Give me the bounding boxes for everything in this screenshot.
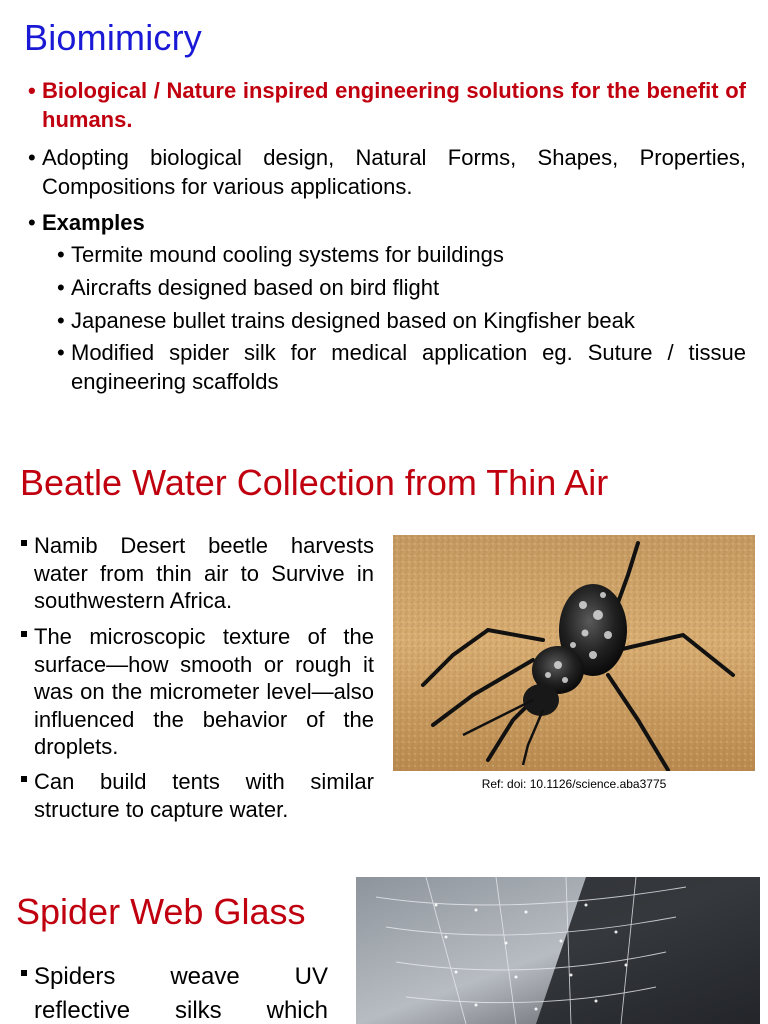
example-text: Aircrafts designed based on bird flight: [71, 275, 440, 300]
spider-web-photo: [356, 877, 760, 1024]
beetle-point-text: Namib Desert beetle harvests water from thin air to Survive in southwestern Africa.: [34, 533, 374, 613]
example-item: [57, 338, 746, 396]
beetle-photo: [393, 535, 755, 771]
bullet-item: [28, 76, 746, 134]
bullet-dot: •: [28, 145, 36, 170]
square-bullet: [18, 768, 34, 796]
spider-web-graphic: [356, 877, 760, 1024]
bullet-text: Adopting biological design, Natural Forms, Shapes, Properties, Compositions for various applications.: [42, 145, 746, 199]
image-reference: Ref: doi: 10.1126/science.aba3775: [481, 777, 667, 791]
beetle-point-text: The microscopic texture of the surface—how smooth or rough it was on the micrometer level—also influenced the behavior of the droplets.: [34, 624, 374, 759]
example-item: [57, 273, 746, 302]
section-title-spider-web-glass: Spider Web Glass: [16, 891, 306, 932]
bullet-dot: •: [57, 308, 65, 333]
bullet-item-examples: [28, 208, 746, 237]
section-title-beetle: Beatle Water Collection from Thin Air: [20, 462, 609, 503]
bullet-item: [28, 143, 746, 201]
beetle-point-text: Can build tents with similar structure to capture water.: [34, 769, 374, 822]
example-item: [57, 240, 746, 269]
spider-point: [18, 960, 328, 1024]
example-text: Termite mound cooling systems for buildings: [71, 242, 504, 267]
beetle-point: [18, 623, 374, 761]
spider-point-text: Spiders weave UV reflective silks which: [34, 963, 328, 1024]
bullet-dot: •: [57, 340, 65, 365]
beetle-point: [18, 532, 374, 615]
example-text: Modified spider silk for medical application eg. Suture / tissue engineering scaffolds: [71, 340, 746, 394]
example-text: Japanese bullet trains designed based on Kingfisher beak: [71, 308, 635, 333]
bullet-dot: •: [28, 210, 36, 235]
bullet-text: Examples: [42, 210, 145, 235]
beetle-point: [18, 768, 374, 823]
example-item: [57, 306, 746, 335]
bullet-text: Biological / Nature inspired engineering solutions for the benefit of humans.: [42, 78, 746, 132]
beetle-photo-graphic: [393, 535, 755, 771]
square-bullet: [18, 960, 34, 994]
bullet-dot: •: [57, 242, 65, 267]
square-bullet: [18, 532, 34, 560]
square-bullet: [18, 623, 34, 651]
bullet-dot: •: [57, 275, 65, 300]
bullet-dot: •: [28, 78, 36, 103]
section-title-biomimicry: Biomimicry: [24, 17, 202, 58]
